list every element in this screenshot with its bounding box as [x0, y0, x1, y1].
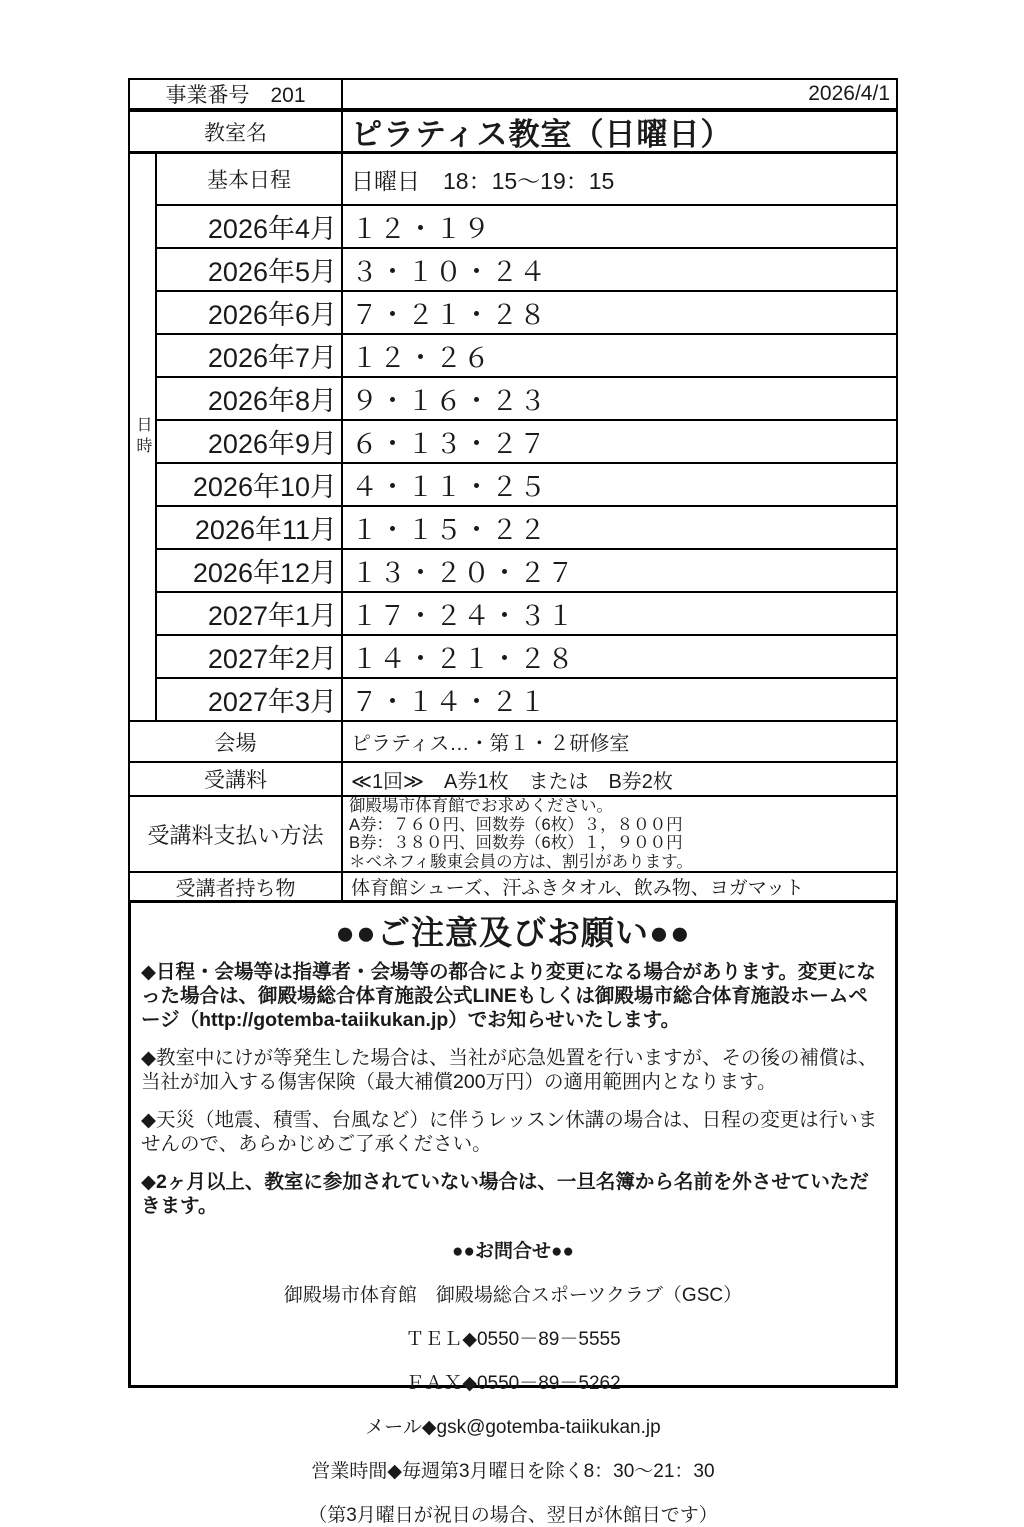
contact-line: メール◆gsk@gotemba-taiikukan.jp [365, 1417, 661, 1438]
month-row-days: ４・１１・２５ [343, 464, 896, 507]
payment-method-line: 御殿場市体育館でお求めください。 [349, 797, 613, 815]
month-row-days: １・１５・２２ [343, 507, 896, 550]
month-row-days: ３・１０・２４ [343, 249, 896, 292]
month-row-label: 2026年9月 [157, 421, 343, 464]
class-info-table [128, 78, 898, 900]
class-name-title: ピラティス教室（日曜日） [343, 112, 896, 154]
month-row-days: ６・１３・２７ [343, 421, 896, 464]
contact-line: （第3月曜日が祝日の場合、翌日が休館日です） [308, 1505, 718, 1526]
month-row-days: ７・２１・２８ [343, 292, 896, 335]
belongings-label: 受講者持ち物 [130, 873, 343, 900]
business-number-cell: 事業番号 201 [130, 80, 343, 112]
month-row-days: ９・１６・２３ [343, 378, 896, 421]
month-row-days: １２・２６ [343, 335, 896, 378]
basic-schedule-label: 基本日程 [157, 154, 343, 206]
month-row-label: 2026年10月 [157, 464, 343, 507]
notes-box [128, 900, 898, 1526]
payment-method-label: 受講料支払い方法 [130, 797, 343, 873]
notes-title: ●●ご注意及びお願い●● [335, 914, 691, 951]
belongings-value: 体育館シューズ、汗ふきタオル、飲み物、ヨガマット [351, 878, 804, 899]
contact-line: ＴＥＬ◆0550－89－5555 [405, 1329, 621, 1350]
note-item: ◆教室中にけが等発生した場合は、当社が応急処置を行いますが、その後の補償は、当社が加入する傷害保険（最大補償200万円）の適用範囲内となります。 [141, 1047, 878, 1093]
month-row-label: 2026年5月 [157, 249, 343, 292]
venue-value: ピラティス…・第１・２研修室 [343, 722, 896, 763]
note-item: ◆日程・会場等は指導者・会場等の都合により変更になる場合があります。変更になった場合は、御殿場総合体育施設公式LINEもしくは御殿場市総合体育施設ホームページ（http://gotemba-taiikukan.jp）でお知らせいたします。 [141, 961, 876, 1031]
month-row-days: １４・２１・２８ [343, 636, 896, 679]
issue-date: 2026/4/1 [343, 80, 896, 112]
month-row-days: １２・１９ [343, 206, 896, 249]
month-row-label: 2027年1月 [157, 593, 343, 636]
payment-method-cell [343, 797, 896, 873]
fee-value: ≪1回≫ A券1枚 または B券2枚 [343, 763, 896, 797]
venue-label: 会場 [130, 722, 343, 763]
page [128, 78, 898, 1526]
month-row-label: 2026年4月 [157, 206, 343, 249]
month-row-days: ７・１４・２１ [343, 679, 896, 722]
payment-method-line: A券：７６０円、回数券（6枚）３，８００円 [349, 815, 683, 834]
month-row-days: １７・２４・３１ [343, 593, 896, 636]
month-row-days: １３・２０・２７ [343, 550, 896, 593]
month-row-label: 2027年2月 [157, 636, 343, 679]
contact-line: 御殿場市体育館 御殿場総合スポーツクラブ（GSC） [283, 1285, 743, 1306]
payment-method-line: B券：３８０円、回数券（6枚）１，９００円 [349, 834, 683, 852]
datetime-side-label: 日時 [130, 154, 157, 722]
class-name-label: 教室名 [130, 112, 343, 154]
month-row-label: 2027年3月 [157, 679, 343, 722]
contact-title: ●●お問合せ●● [452, 1241, 574, 1262]
month-row-label: 2026年6月 [157, 292, 343, 335]
month-row-label: 2026年7月 [157, 335, 343, 378]
payment-method-line: ＊ベネフィ駿東会員の方は、割引があります。 [349, 852, 693, 871]
month-row-label: 2026年11月 [157, 507, 343, 550]
fee-label: 受講料 [130, 763, 343, 797]
note-item: ◆天災（地震、積雪、台風など）に伴うレッスン休講の場合は、日程の変更は行いませんので、あらかじめご了承ください。 [141, 1109, 878, 1155]
note-item: ◆2ヶ月以上、教室に参加されていない場合は、一旦名簿から名前を外させていただきます。 [141, 1171, 869, 1217]
month-row-label: 2026年12月 [157, 550, 343, 593]
contact-line: 営業時間◆毎週第3月曜日を除く8：30～21：30 [311, 1461, 715, 1482]
month-row-label: 2026年8月 [157, 378, 343, 421]
contact-line: ＦＡＸ◆0550－89－5262 [405, 1373, 621, 1394]
basic-schedule-value: 日曜日 18：15～19：15 [343, 154, 896, 206]
